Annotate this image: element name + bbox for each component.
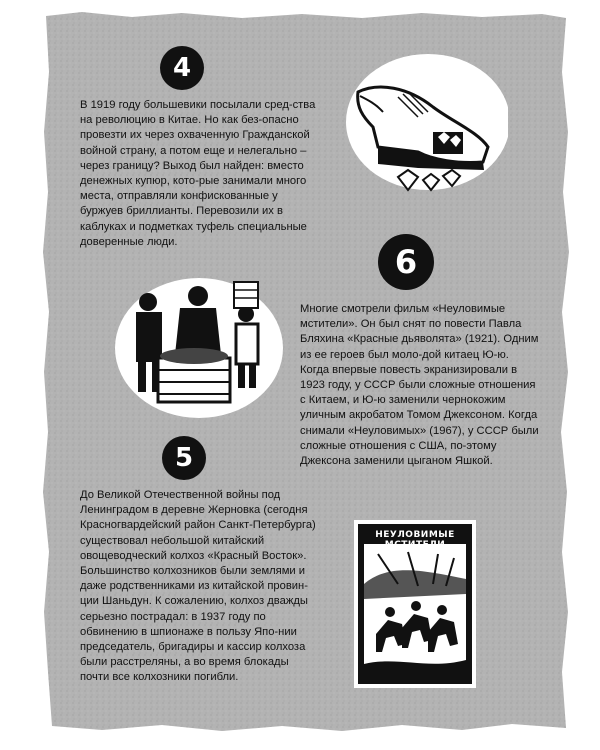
section-5-text-block (80, 488, 316, 686)
section-6-text: Многие смотрели фильм «Неуловимые мстители». Он был снят по повести Павла Бляхина «Красные дьяволята» (1921). Одним из ее героев был моло-дой китаец Ю-ю. Когда впервые повесть экранизировали в 1923 году, у СССР были сложные отношения с Китаем, и Ю-ю заменили чернокожим уличным акробатом Томом Джексоном. Когда снимали «Неуловимых» (1967), у СССР были сложные отношения с США, по-этому Джексона заменили цыганом Яшкой. (300, 303, 539, 468)
shoe-icon (338, 52, 508, 202)
poster-frame (358, 524, 472, 684)
poster-title: НЕУЛОВИМЫЕ (375, 530, 455, 540)
horsemen-icon (358, 524, 472, 684)
section-number-6: 6 (394, 243, 418, 281)
section-number-badge-4 (160, 46, 204, 90)
section-number-5: 5 (174, 443, 194, 473)
shoe-with-diamonds-illustration (338, 52, 508, 202)
section-6-text-block (300, 302, 540, 469)
section-number-badge-5 (162, 436, 206, 480)
vendors-illustration (114, 274, 284, 422)
section-4-text-block (80, 98, 316, 250)
vendors-icon (114, 274, 284, 422)
section-4-text: В 1919 году большевики посылали сред-ства на революцию в Китае. Но как без-опасно провезти их через охваченную Гражданской войной страну, а потом еще и нелегально – через границу? Выход был найден: вместо денежных купюр, кото-рые занимали много места, отправляли конфискованные у буржуев бриллианты. Перевозили их в каблуках и подметках туфель специальные доверенные люди. (80, 99, 316, 248)
section-number-4: 4 (172, 53, 192, 83)
torn-paper-background (42, 12, 570, 732)
section-5-text: До Великой Отечественной войны под Ленинградом в деревне Жерновка (сегодня Красногвардейский район Санкт-Петербурга) существовал небольшой китайский овощеводческий колхоз «Красный Восток». Большинство колхозников были землями и даже родственниками из китайской провин-ции Шаньдун. К сожалению, колхоз дважды серьезно пострадал: в 1937 году по обвинению в шпионаже в пользу Япо-нии председатель, бригадиры и кассир колхоза были расстреляны, а во время блокады почти все колхозники погибли. (80, 489, 316, 684)
movie-poster-illustration (354, 520, 476, 688)
section-number-badge-6 (378, 234, 434, 290)
